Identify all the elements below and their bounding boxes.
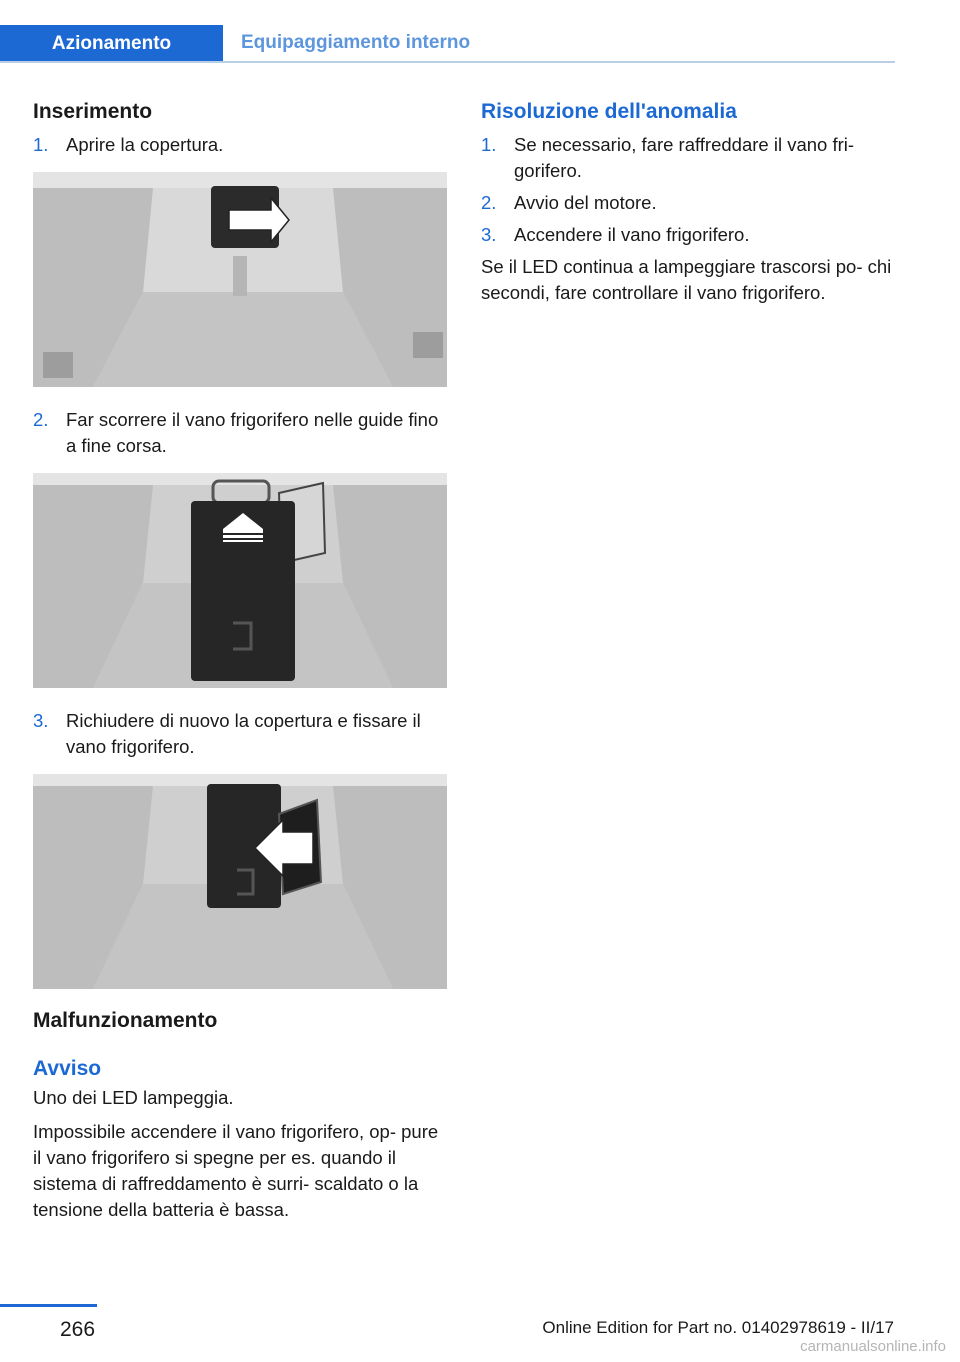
resolution-steps [481, 132, 895, 248]
left-column [33, 100, 447, 1231]
resolution-step-3 [481, 222, 895, 248]
step-text: Far scorrere il vano frigorifero nelle guide fino a fine corsa. [66, 409, 439, 456]
step-2 [33, 407, 447, 459]
step-3 [33, 708, 447, 760]
resolution-step-2 [481, 190, 895, 216]
step-text: Accendere il vano frigorifero. [514, 224, 750, 245]
photo-slide-fridge [33, 473, 447, 688]
step-text: Avvio del motore. [514, 192, 657, 213]
insertion-steps [33, 132, 447, 158]
step-number: 2. [481, 192, 497, 213]
step-number: 2. [33, 409, 49, 430]
step-text: Aprire la copertura. [66, 134, 224, 155]
edition-text: Online Edition for Part no. 01402978619 - II/17 [542, 1318, 894, 1337]
insertion-steps-3 [33, 708, 447, 760]
header-divider [0, 61, 895, 63]
step-1 [33, 132, 447, 158]
resolution-paragraph: Se il LED continua a lampeggiare trascorsi po‐ chi secondi, fare controllare il vano frigorifero. [481, 256, 892, 303]
tab-azionamento[interactable]: Azionamento [0, 25, 223, 63]
photo-open-cover [33, 172, 447, 387]
step-number: 3. [481, 224, 497, 245]
warning-description: Impossibile accendere il vano frigorifero, op‐ pure il vano frigorifero si spegne per es. quando il sistema di raffreddamento è surri‐ scaldato o la tensione della batteria è bassa. [33, 1121, 439, 1220]
right-column [481, 100, 895, 314]
heading-malfunzionamento: Malfunzionamento [33, 1009, 218, 1032]
step-number: 3. [33, 710, 49, 731]
heading-risoluzione: Risoluzione dell'anomalia [481, 100, 737, 123]
page-header [0, 25, 895, 63]
resolution-step-1 [481, 132, 895, 184]
page-number: 266 [60, 1318, 96, 1341]
watermark: carmanualsonline.info [800, 1338, 946, 1355]
tab-equipaggiamento-interno[interactable]: Equipaggiamento interno [241, 32, 471, 53]
heading-inserimento: Inserimento [33, 100, 153, 123]
step-number: 1. [33, 134, 49, 155]
photo-close-cover [33, 774, 447, 989]
step-text: Se necessario, fare raffreddare il vano fri‐ gorifero. [514, 134, 855, 181]
step-number: 1. [481, 134, 497, 155]
insertion-steps-2 [33, 407, 447, 459]
warning-led-text: Uno dei LED lampeggia. [33, 1087, 234, 1108]
step-text: Richiudere di nuovo la copertura e fissare il vano frigorifero. [66, 710, 421, 757]
footer-accent-bar [0, 1304, 97, 1307]
heading-avviso: Avviso [33, 1057, 102, 1080]
